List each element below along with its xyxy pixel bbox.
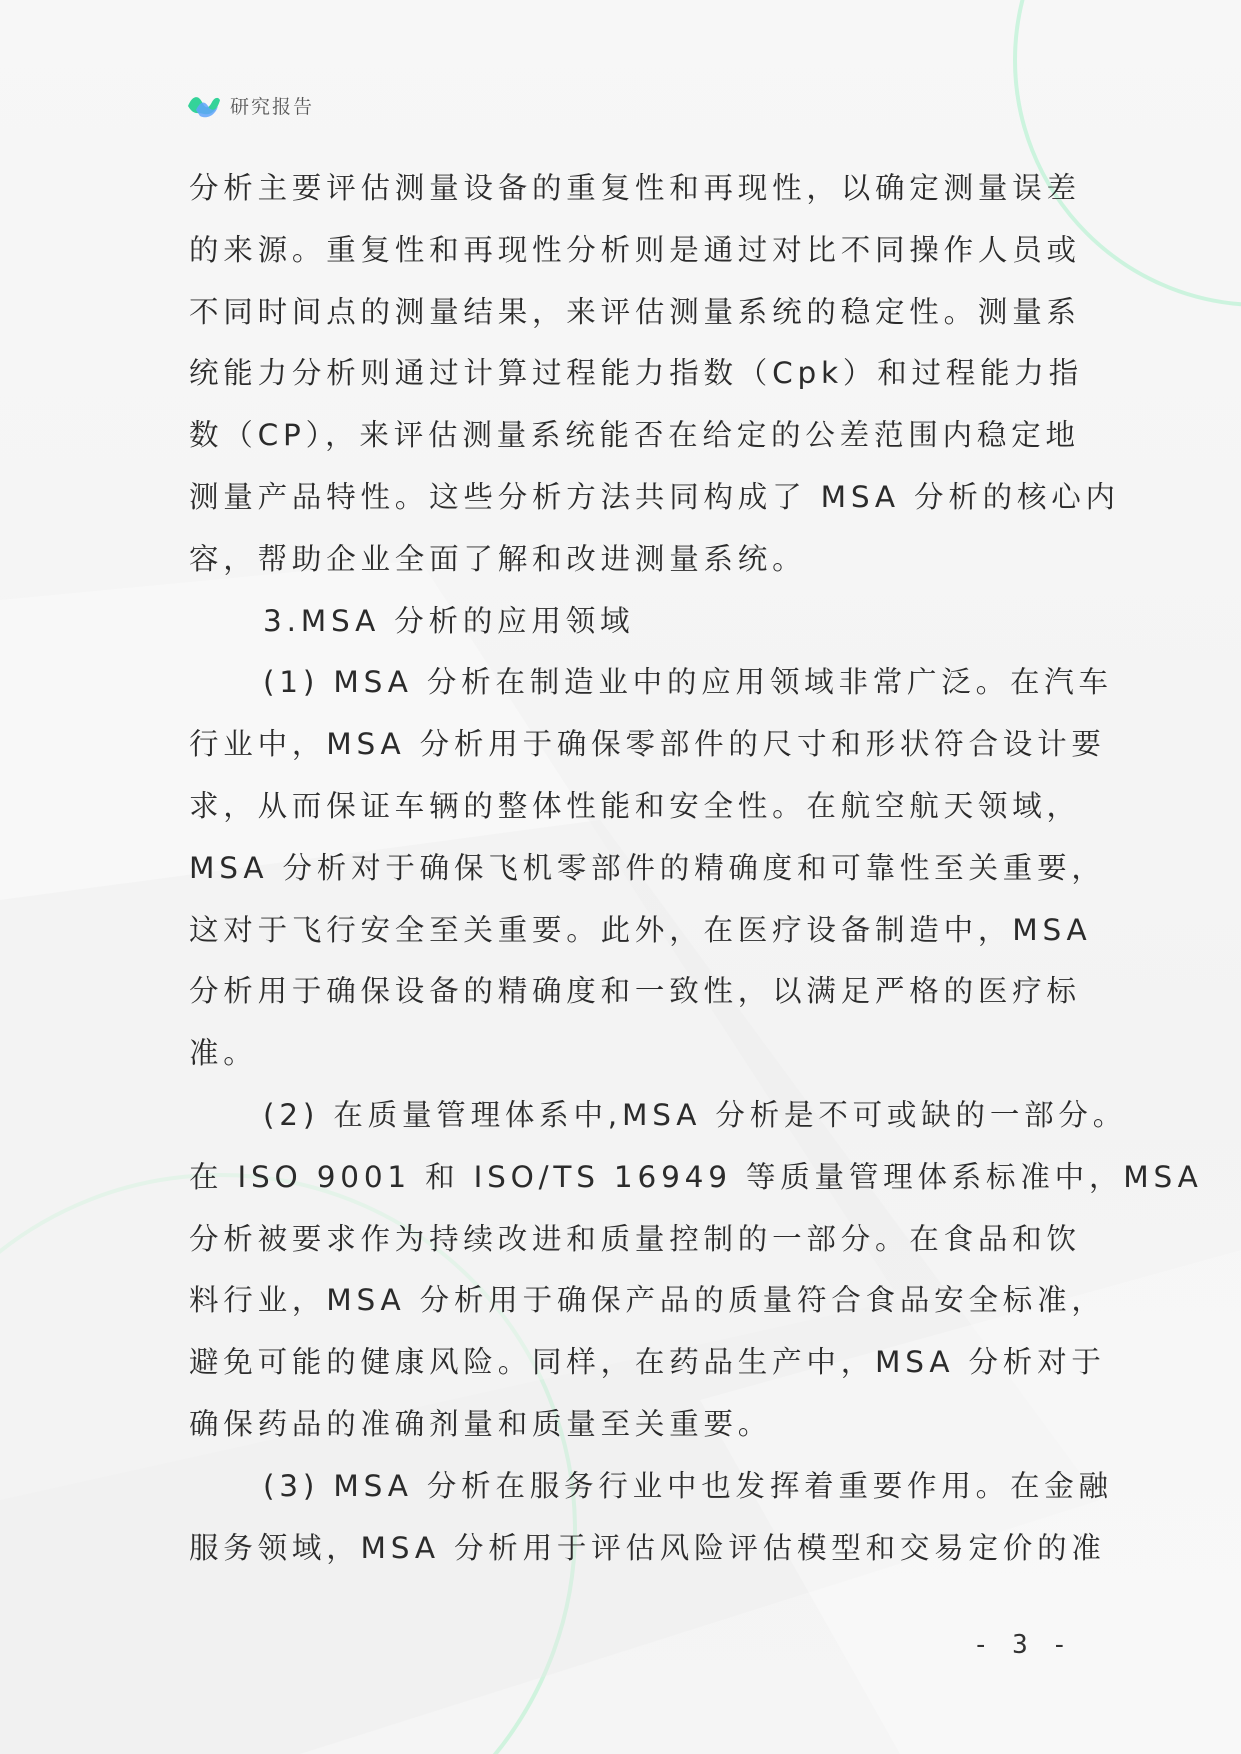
text-line: 确保药品的准确剂量和质量至关重要。 [189, 1406, 773, 1441]
text-line: 分析用于确保设备的精确度和一致性，以满足严格的医疗标 [189, 974, 1081, 1009]
text-line: (1) MSA 分析在制造业中的应用领域非常广泛。在汽车 [263, 665, 1113, 700]
text-line: 服务领域，MSA 分析用于评估风险评估模型和交易定价的准 [189, 1530, 1106, 1565]
body-text [189, 158, 1203, 1579]
text-line: 准。 [189, 1036, 258, 1071]
text-line: 求，从而保证车辆的整体性能和安全性。在航空航天领域， [189, 788, 1081, 823]
page-number: - 3 - [972, 1630, 1072, 1660]
text-line: 的来源。重复性和再现性分析则是通过对比不同操作人员或 [189, 232, 1081, 267]
text-line: 避免可能的健康风险。同样，在药品生产中，MSA 分析对于 [189, 1345, 1106, 1380]
text-line: 行业中，MSA 分析用于确保零部件的尺寸和形状符合设计要 [189, 727, 1106, 762]
header-title: 研究报告 [230, 95, 315, 118]
text-line: (2) 在质量管理体系中,MSA 分析是不可或缺的一部分。 [263, 1097, 1128, 1132]
text-line: (3) MSA 分析在服务行业中也发挥着重要作用。在金融 [263, 1468, 1113, 1503]
text-line: 分析主要评估测量设备的重复性和再现性，以确定测量误差 [189, 171, 1081, 205]
report-header [186, 88, 314, 122]
text-line: 测量产品特性。这些分析方法共同构成了 MSA 分析的核心内 [189, 479, 1120, 514]
text-line: 数（CP），来评估测量系统能否在给定的公差范围内稳定地 [189, 418, 1080, 453]
text-line: 这对于飞行安全至关重要。此外，在医疗设备制造中，MSA [189, 912, 1092, 947]
logo-icon [186, 90, 222, 120]
text-line: 分析被要求作为持续改进和质量控制的一部分。在食品和饮 [189, 1221, 1081, 1256]
text-line: 不同时间点的测量结果，来评估测量系统的稳定性。测量系 [189, 294, 1081, 329]
text-line: 容，帮助企业全面了解和改进测量系统。 [189, 541, 807, 576]
text-line: 料行业，MSA 分析用于确保产品的质量符合食品安全标准， [189, 1283, 1106, 1318]
text-line: 在 ISO 9001 和 ISO/TS 16949 等质量管理体系标准中，MSA [189, 1159, 1203, 1194]
section-heading: 3.MSA 分析的应用领域 [263, 603, 635, 638]
text-line: 统能力分析则通过计算过程能力指数（Cpk）和过程能力指 [189, 356, 1084, 391]
text-line: MSA 分析对于确保飞机零部件的精确度和可靠性至关重要， [189, 850, 1106, 885]
